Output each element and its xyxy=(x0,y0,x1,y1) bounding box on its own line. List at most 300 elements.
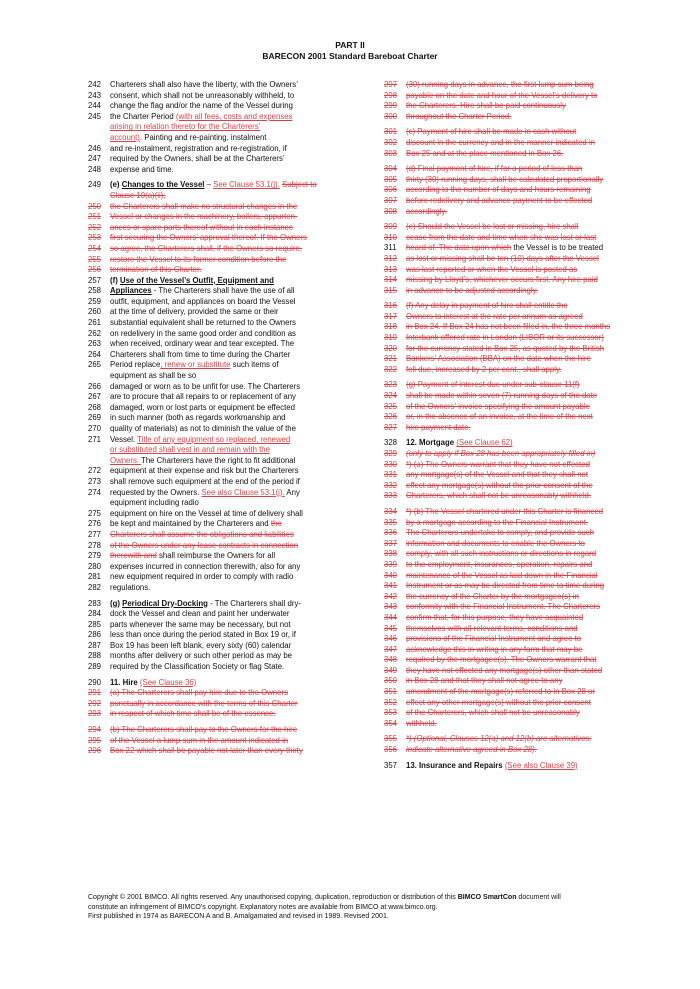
clause-line xyxy=(384,761,649,772)
text-run: before redelivery and advance payment to be effected xyxy=(406,195,593,205)
clause-line xyxy=(384,560,649,571)
clause-line xyxy=(384,265,649,276)
text-run: information and documents to enable the Owners to xyxy=(406,538,586,548)
text-run: are to procure that all repairs to or replacement of any xyxy=(110,392,296,402)
line-text xyxy=(110,599,353,610)
text-run: (f) xyxy=(110,275,120,285)
clause-line xyxy=(384,112,649,123)
clause-line xyxy=(88,530,353,541)
line-text xyxy=(110,688,353,699)
clause-line xyxy=(384,719,649,730)
line-text xyxy=(110,709,353,720)
line-number: 328 xyxy=(384,438,398,448)
text-run: effect any other mortgage(s) without the prior consent xyxy=(406,697,591,707)
line-text xyxy=(406,207,649,218)
text-run: they have not effected any mortgage(s) other than stated xyxy=(406,665,603,675)
line-number: 330 xyxy=(384,459,398,469)
clause-line xyxy=(384,286,649,297)
line-number: 355 xyxy=(384,734,398,744)
text-run: Charterers shall also have the liberty, with the Owners’ xyxy=(110,80,298,89)
line-number: 357 xyxy=(384,760,398,770)
line-text xyxy=(110,746,353,757)
line-text xyxy=(406,185,649,196)
text-run: any mortgage(s) of the Vessel and that they shall not xyxy=(406,470,589,480)
clause-line xyxy=(88,101,353,112)
clause-line xyxy=(88,572,353,583)
text-run: equipment at their expense and risk but the Charterers xyxy=(110,466,299,476)
clause-line xyxy=(384,602,649,613)
clause-line xyxy=(88,360,353,371)
clause-line xyxy=(88,509,353,520)
clause-line xyxy=(88,112,353,123)
line-text xyxy=(406,127,649,138)
clause-line xyxy=(384,539,649,550)
line-text xyxy=(110,445,353,456)
line-text xyxy=(110,651,353,662)
line-number: 309 xyxy=(384,222,398,232)
text-run: Bankers’ Association (BBA) on the date when the hire xyxy=(406,354,591,364)
line-number: 305 xyxy=(384,174,398,184)
clause-line xyxy=(384,470,649,481)
clause-line xyxy=(88,223,353,234)
clause-line xyxy=(384,254,649,265)
line-number: 296 xyxy=(88,746,102,756)
line-text xyxy=(110,488,353,499)
clause-line xyxy=(384,687,649,698)
line-text xyxy=(110,413,353,424)
deleted-text: Clause 10(a)(ii), xyxy=(110,190,166,200)
line-text xyxy=(110,318,353,329)
text-run: on redelivery in the same good order and condition as xyxy=(110,328,296,338)
clause-line xyxy=(88,651,353,662)
deleted-text: of the Owners under any lease contracts in connection xyxy=(110,540,299,550)
clause-line xyxy=(384,528,649,539)
line-number: 271 xyxy=(88,434,102,444)
line-number: 288 xyxy=(88,651,102,661)
clause-line xyxy=(88,350,353,361)
clause-line xyxy=(88,91,353,102)
line-text xyxy=(406,676,649,687)
line-number: 246 xyxy=(88,143,102,153)
clause-line xyxy=(88,551,353,562)
text-run: and re-instalment, registration and re-registration, if xyxy=(110,143,287,153)
footer-line-2: constitute an infringement of BIMCO’s copyright. Explanatory notes are available from BIMCO at www.bimco.org. xyxy=(88,903,438,911)
line-number: 332 xyxy=(384,480,398,490)
text-run: effect any mortgage(s) without the prior consent of the xyxy=(406,480,593,490)
line-text xyxy=(110,212,353,223)
line-text xyxy=(406,438,649,449)
text-run: Box 22 which shall be payable not later than every thirty xyxy=(110,746,303,756)
clause-line xyxy=(384,207,649,218)
line-text xyxy=(110,180,353,191)
line-number: 311 xyxy=(384,243,397,253)
text-run: change the flag and/or the name of the Vessel during xyxy=(110,101,293,111)
line-text xyxy=(110,392,353,403)
footer-line-3: First published in 1974 as BARECON A and B. Amalgamated and revised in 1989. Revised 2001. xyxy=(88,913,389,921)
clause-line xyxy=(88,709,353,720)
clause-line xyxy=(88,466,353,477)
inserted-text: (with all fees, costs and expenses xyxy=(175,111,293,121)
line-text xyxy=(110,382,353,393)
line-number: 339 xyxy=(384,559,398,569)
line-number: 262 xyxy=(88,328,102,338)
line-number: 286 xyxy=(88,630,102,640)
line-text xyxy=(110,265,353,276)
clause-line xyxy=(384,138,649,149)
line-number: 302 xyxy=(384,137,398,147)
inserted-text: or substituted shall vest in and remain with the xyxy=(110,445,270,455)
clause-line xyxy=(384,243,649,254)
line-number xyxy=(88,445,110,456)
text-run: of the Vessel a lump sum in the amount indicated in xyxy=(110,735,289,745)
clause-line xyxy=(384,438,649,449)
line-text xyxy=(406,164,649,175)
deleted-text: Subject to xyxy=(282,180,317,190)
clause-line xyxy=(384,481,649,492)
text-run: indicate alternative agreed in Box 28). xyxy=(406,745,537,755)
line-text xyxy=(406,708,649,719)
line-text xyxy=(406,265,649,276)
clause-line xyxy=(384,185,649,196)
clause-line xyxy=(88,180,353,191)
line-number: 318 xyxy=(384,322,398,332)
text-run: damaged or worn as to be unfit for use. The Charterers xyxy=(110,381,301,391)
text-run: discount in the currency and in the manner indicated in xyxy=(406,137,595,147)
text-run: confirm that, for this purpose, they have acquainted xyxy=(406,612,584,622)
clause-line xyxy=(88,477,353,488)
line-text xyxy=(110,112,353,123)
line-text xyxy=(110,276,353,287)
text-run: to the employment, insurances, operation, repairs and xyxy=(406,559,593,569)
clause-line xyxy=(384,634,649,645)
clause-line xyxy=(384,666,649,677)
clause-line xyxy=(88,80,353,91)
clause-line xyxy=(384,412,649,423)
text-run: expenses incurred in connection therewith, also for any xyxy=(110,561,301,571)
line-text xyxy=(110,255,353,266)
line-text xyxy=(406,481,649,492)
clause-line xyxy=(384,518,649,529)
line-number: 249 xyxy=(88,180,102,190)
clause-line xyxy=(88,424,353,435)
line-number: 265 xyxy=(88,360,102,370)
right-column xyxy=(384,80,649,771)
clause-line xyxy=(384,655,649,666)
line-text xyxy=(110,80,353,91)
line-text xyxy=(406,549,649,560)
line-number: 320 xyxy=(384,343,398,353)
line-text xyxy=(406,412,649,423)
line-number: 314 xyxy=(384,275,398,285)
line-number: 313 xyxy=(384,264,398,274)
text-run: the Charterers. Hire shall be paid continuously xyxy=(406,101,566,111)
clause-line xyxy=(384,196,649,207)
clause-line xyxy=(384,164,649,175)
line-number: 350 xyxy=(384,676,398,686)
line-text xyxy=(110,122,353,133)
line-text xyxy=(406,613,649,624)
clause-line xyxy=(88,609,353,620)
text-run: acknowledge this in writing in any form that may be xyxy=(406,644,583,654)
text-run: such items of xyxy=(230,360,279,370)
clause-line xyxy=(88,286,353,297)
line-text xyxy=(406,645,649,656)
line-text xyxy=(110,662,353,673)
line-number xyxy=(88,133,110,144)
clause-line xyxy=(384,127,649,138)
text-run: restore the Vessel to its former condition before the xyxy=(110,254,287,264)
line-text xyxy=(406,518,649,529)
line-number: 290 xyxy=(88,677,102,687)
clause-line xyxy=(384,571,649,582)
line-text xyxy=(110,339,353,350)
part-title: PART II xyxy=(335,40,365,50)
line-number: 252 xyxy=(88,222,102,232)
text-run: punctually in accordance with the terms of this Charter xyxy=(110,698,298,708)
line-number: 295 xyxy=(88,735,102,745)
clause-line xyxy=(88,276,353,287)
line-number: 274 xyxy=(88,487,102,497)
line-number: 344 xyxy=(384,612,398,622)
text-run: (only to apply if Box 28 has been appropriately filled in) xyxy=(406,449,596,458)
clause-line xyxy=(384,233,649,244)
text-run: (a) The Charterers shall pay hire due to the Owners xyxy=(110,688,288,698)
text-run: first securing the Owners’ approval thereof. If the Owners xyxy=(110,233,307,243)
text-run: in Box 28 and that they shall not agree to any xyxy=(406,676,563,686)
text-run: Use of the Vessel’s Outfit, Equipment and xyxy=(119,275,274,285)
text-run: payable on the date and hour of the Vessel’s delivery to xyxy=(406,90,598,100)
clause-line xyxy=(88,488,353,499)
clause-line xyxy=(88,212,353,223)
text-run: missing by Lloyd’s, whichever occurs first. Any hire paid xyxy=(406,275,598,285)
text-run: amendment of the mortgage(s) referred to in Box 28 or xyxy=(406,687,595,697)
line-number: 336 xyxy=(384,528,398,538)
line-number: 258 xyxy=(88,286,102,296)
line-number: 270 xyxy=(88,424,102,433)
line-number: 294 xyxy=(88,725,102,735)
text-run: Box 25 and at the place mentioned in Box 26. xyxy=(406,148,564,158)
line-number: 307 xyxy=(384,195,398,205)
clause-line xyxy=(88,165,353,176)
line-text xyxy=(110,403,353,414)
line-number xyxy=(88,371,110,382)
text-run: parts whenever the same may be necessary, but not xyxy=(110,619,291,629)
line-text xyxy=(406,138,649,149)
clause-line xyxy=(88,456,353,467)
line-number: 348 xyxy=(384,655,398,665)
inserted-text: arising in relation thereto for the Charterers’ xyxy=(110,122,261,132)
line-text xyxy=(110,297,353,308)
line-text xyxy=(110,725,353,736)
clause-line xyxy=(88,244,353,255)
line-number: 275 xyxy=(88,508,102,518)
line-text xyxy=(110,244,353,255)
line-number: 279 xyxy=(88,551,102,561)
text-run: equipment on hire on the Vessel at time of delivery shall xyxy=(110,508,303,518)
line-number: 248 xyxy=(88,164,102,174)
line-text xyxy=(110,91,353,102)
clause-line xyxy=(88,154,353,165)
line-number: 263 xyxy=(88,339,102,349)
clause-line xyxy=(88,297,353,308)
line-text xyxy=(110,477,353,488)
clause-line xyxy=(88,392,353,403)
clause-line xyxy=(88,435,353,446)
text-run: - The Charterers shall have the use of all xyxy=(151,286,295,296)
text-run: in advance to be adjusted accordingly. xyxy=(406,285,539,295)
clause-line xyxy=(88,382,353,393)
line-number: 352 xyxy=(384,697,398,707)
line-number: 310 xyxy=(384,232,398,242)
left-column xyxy=(88,80,353,757)
clause-line xyxy=(88,599,353,610)
line-text xyxy=(406,222,649,233)
line-text xyxy=(110,641,353,652)
clause-line xyxy=(384,402,649,413)
line-text xyxy=(406,507,649,518)
line-number: 306 xyxy=(384,185,398,195)
line-number: 254 xyxy=(88,243,102,253)
text-run: was last reported or when the Vessel is posted as xyxy=(406,264,578,274)
clause-line xyxy=(384,80,649,91)
line-number: 277 xyxy=(88,529,102,539)
line-number: 299 xyxy=(384,101,398,111)
clause-line xyxy=(384,380,649,391)
inserted-text: (See Clause 62) xyxy=(456,438,513,448)
text-run: new equipment required in order to comply with radio xyxy=(110,572,294,582)
line-text xyxy=(406,243,649,254)
clause-line xyxy=(88,620,353,631)
line-number: 273 xyxy=(88,476,102,486)
text-run: The Charterers undertake to comply, and provide such xyxy=(406,528,594,538)
line-text xyxy=(110,562,353,573)
line-text xyxy=(110,583,353,594)
line-text xyxy=(406,655,649,666)
text-run: themselves with all relevant terms, conditions and xyxy=(406,623,578,633)
line-number: 351 xyxy=(384,687,398,697)
line-number: 287 xyxy=(88,640,102,650)
text-run: the Vessel is to be treated xyxy=(511,243,604,253)
line-text xyxy=(406,460,649,471)
text-run: *) (b) The Vessel chartered under this Charter is financed xyxy=(406,506,604,516)
line-text xyxy=(406,322,649,333)
line-number: 316 xyxy=(384,301,398,311)
text-run: substantial equivalent shall be returned to the Owners xyxy=(110,318,296,328)
line-number: 257 xyxy=(88,275,102,285)
clause-line xyxy=(384,423,649,434)
line-text xyxy=(406,634,649,645)
clause-line xyxy=(384,365,649,376)
line-number: 267 xyxy=(88,392,102,402)
line-number: 280 xyxy=(88,561,102,571)
line-number: 346 xyxy=(384,634,398,644)
line-number: 317 xyxy=(384,311,398,321)
clause-line xyxy=(88,562,353,573)
line-text xyxy=(110,498,353,509)
line-number: 341 xyxy=(384,581,398,591)
line-number: 264 xyxy=(88,349,102,359)
line-text xyxy=(406,449,649,460)
line-text xyxy=(406,301,649,312)
clause-line xyxy=(88,678,353,689)
line-number: 301 xyxy=(384,127,398,137)
text-run: Interbank offered rate in London (LIBOR or its successor) xyxy=(406,333,604,343)
text-run: shall reimburse the Owners for all xyxy=(156,551,276,561)
line-number xyxy=(88,122,110,133)
text-run: – xyxy=(204,180,214,190)
line-text xyxy=(110,541,353,552)
clause-line xyxy=(384,592,649,603)
line-text xyxy=(406,592,649,603)
clause-line xyxy=(384,344,649,355)
text-run: cease from the date and time when she was lost or last xyxy=(406,232,597,242)
line-number: 325 xyxy=(384,401,398,411)
line-number: 338 xyxy=(384,549,398,559)
line-number: 250 xyxy=(88,201,102,211)
deleted-text: heard of. The date upon which xyxy=(406,243,512,253)
line-text xyxy=(110,133,353,144)
line-text xyxy=(110,165,353,176)
text-run: 13. Insurance and Repairs xyxy=(406,760,505,770)
text-run: the currency of the Charter by the mortgagee(s) in xyxy=(406,591,579,601)
line-text xyxy=(406,571,649,582)
text-run: expense and time. xyxy=(110,164,174,174)
clause-line xyxy=(384,222,649,233)
line-text xyxy=(406,402,649,413)
line-text xyxy=(406,91,649,102)
line-text xyxy=(406,196,649,207)
line-text xyxy=(110,630,353,641)
line-number: 266 xyxy=(88,381,102,391)
clause-line xyxy=(88,736,353,747)
line-text xyxy=(110,699,353,710)
text-run: Period replace xyxy=(110,360,161,370)
line-number: 319 xyxy=(384,333,398,343)
document-title: BARECON 2001 Standard Bareboat Charter xyxy=(262,51,438,61)
line-text xyxy=(406,734,649,745)
clause-line xyxy=(384,149,649,160)
line-text xyxy=(110,551,353,562)
text-run: 11. Hire xyxy=(110,677,140,687)
text-run: consent, which shall not be unreasonably withheld, to xyxy=(110,90,295,100)
clause-line xyxy=(88,403,353,414)
clause-line xyxy=(88,202,353,213)
line-text xyxy=(110,202,353,213)
line-number: 326 xyxy=(384,412,398,422)
line-number: 245 xyxy=(88,111,102,121)
clause-line xyxy=(88,445,353,456)
line-number xyxy=(88,498,110,509)
line-text xyxy=(110,233,353,244)
line-number: 284 xyxy=(88,609,102,619)
clause-line xyxy=(384,322,649,333)
line-number: 260 xyxy=(88,307,102,317)
text-run: the Charterers shall make no structural changes in the xyxy=(110,201,298,211)
text-run: the Charter Period xyxy=(110,111,176,121)
clause-line xyxy=(384,449,649,460)
text-run: Instrument or as may be directed from time to time during xyxy=(406,581,605,591)
line-text xyxy=(110,350,353,361)
deleted-text: therewith and xyxy=(110,551,157,561)
text-run: Changes to the Vessel xyxy=(121,180,205,190)
clause-line xyxy=(384,507,649,518)
line-text xyxy=(110,435,353,446)
line-text xyxy=(406,687,649,698)
text-run: *) (a) The Owners warrant that they have not effected xyxy=(406,459,590,469)
line-number: 315 xyxy=(384,285,398,295)
clause-line xyxy=(88,641,353,652)
text-run: required by the mortgagee(s). The Owners warrant that xyxy=(406,655,597,665)
